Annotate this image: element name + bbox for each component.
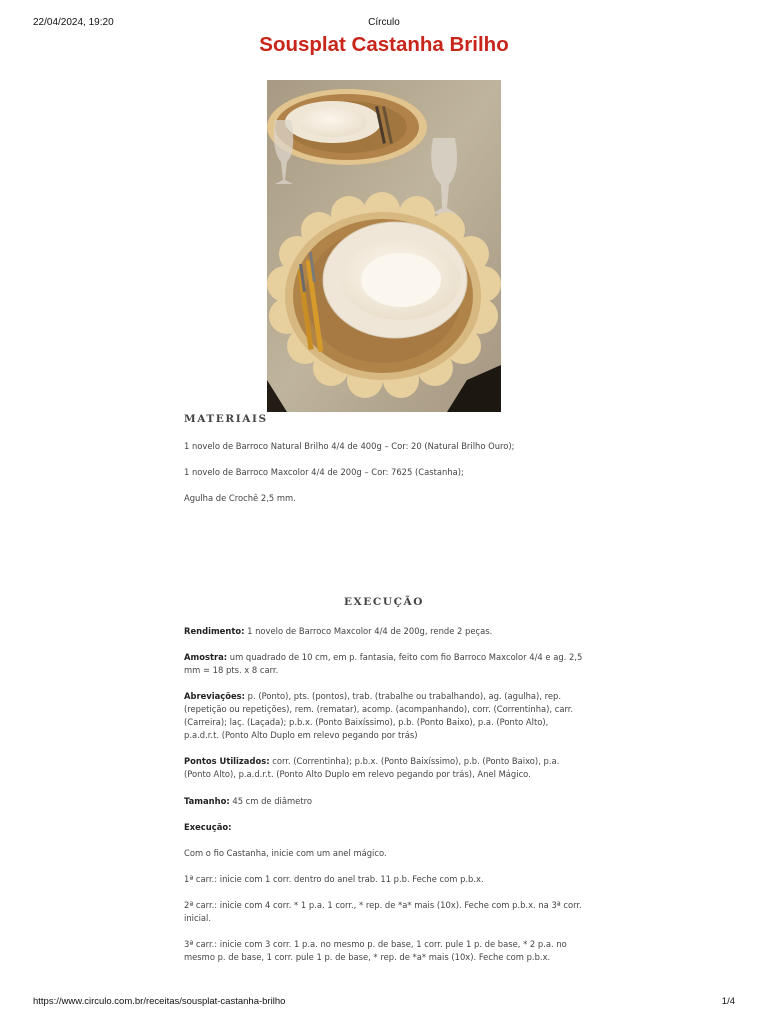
- amostra-text: um quadrado de 10 cm, em p. fantasia, feito com fio Barroco Maxcolor 4/4 e ag. 2,5 mm = 18 pts. x 8 carr.: [184, 652, 583, 675]
- step-paragraph: Com o fio Castanha, inicie com um anel mágico.: [184, 848, 387, 858]
- page-title: Sousplat Castanha Brilho: [259, 33, 509, 56]
- tamanho-text: 45 cm de diâmetro: [229, 796, 312, 806]
- print-url: https://www.circulo.com.br/receitas/sousplat-castanha-brilho: [33, 996, 286, 1007]
- execucao-heading: EXECUÇÃO: [343, 596, 425, 608]
- rendimento-paragraph: [184, 625, 584, 638]
- print-page-number: 1/4: [721, 996, 735, 1007]
- tamanho-label: Tamanho:: [184, 796, 230, 806]
- tamanho-paragraph: [184, 795, 584, 808]
- rendimento-text: 1 novelo de Barroco Maxcolor 4/4 de 200g, rende 2 peças.: [244, 626, 493, 636]
- amostra-label: Amostra:: [184, 652, 228, 662]
- pontos-paragraph: [184, 755, 584, 781]
- print-datetime: 22/04/2024, 19:20: [33, 17, 114, 28]
- pontos-text: corr. (Correntinha); p.b.x. (Ponto Baixíssimo), p.b. (Ponto Baixo), p.a. (Ponto Alto), p.a.d.r.t. (Ponto Alto Duplo em relevo pegando por trás), Anel Mágico.: [184, 756, 560, 779]
- material-item: Agulha de Crochê 2,5 mm.: [184, 493, 296, 503]
- step-paragraph: 1ª carr.: inicie com 1 corr. dentro do anel trab. 11 p.b. Feche com p.b.x.: [184, 874, 484, 884]
- amostra-paragraph: [184, 651, 584, 677]
- pontos-label: Pontos Utilizados:: [184, 756, 270, 766]
- rendimento-label: Rendimento:: [184, 626, 245, 636]
- print-site-name: Círculo: [368, 17, 400, 28]
- execucao-subheading: Execução:: [184, 822, 232, 832]
- step-paragraph: 2ª carr.: inicie com 4 corr. * 1 p.a. 1 corr., * rep. de *a* mais (10x). Feche com p.b.x. na 3ª corr. inicial.: [184, 900, 582, 923]
- step-paragraph: 3ª carr.: inicie com 3 corr. 1 p.a. no mesmo p. de base, 1 corr. pule 1 p. de base, * 2 p.a. no mesmo p. de base, 1 corr. pule 1 p. de base, * rep. de *a* mais (10x). Feche com p.b.x.: [184, 939, 567, 962]
- material-item: 1 novelo de Barroco Natural Brilho 4/4 de 400g – Cor: 20 (Natural Brilho Ouro);: [184, 441, 515, 451]
- material-item: 1 novelo de Barroco Maxcolor 4/4 de 200g – Cor: 7625 (Castanha);: [184, 467, 464, 477]
- abreviacoes-text: p. (Ponto), pts. (pontos), trab. (trabalhe ou trabalhando), ag. (agulha), rep. (repetição ou repetições), rem. (rematar), acomp. (acompanhando), corr. (Correntinha), carr. (Carreira); laç. (Laçada); p.b.x. (Ponto Baixíssimo), p.b. (Ponto Baixo), p.a. (Ponto Alto), p.a.d.r.t. (Ponto Alto Duplo em relevo pegando por trás): [184, 691, 574, 740]
- abreviacoes-label: Abreviações:: [184, 691, 246, 701]
- crochet-placemats-photo: [267, 80, 501, 412]
- materiais-heading: MATERIAIS: [184, 413, 268, 425]
- abreviacoes-paragraph: [184, 690, 584, 742]
